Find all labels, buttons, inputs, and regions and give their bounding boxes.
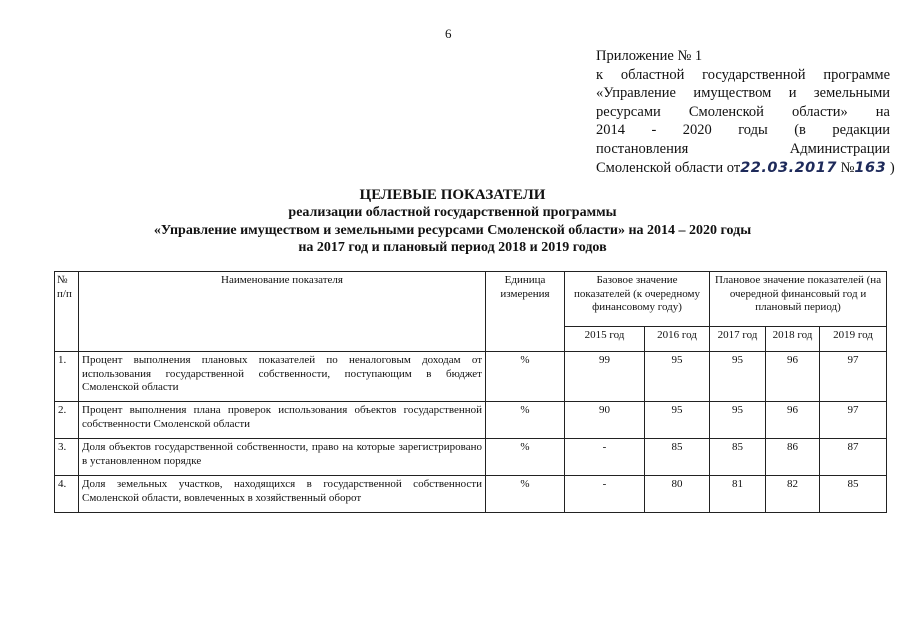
value-cell: 87 xyxy=(820,439,887,476)
year-header: 2019 год xyxy=(820,327,887,352)
table-row xyxy=(55,476,887,513)
value-cell: 82 xyxy=(766,476,820,513)
row-number: 2. xyxy=(55,402,79,439)
header-plan: Плановое значение показателей (на очередной финансовый год и плановый период) xyxy=(710,272,887,327)
table-row xyxy=(55,439,887,476)
page-number: 6 xyxy=(445,26,452,41)
handwritten-date: 22.03.2017 xyxy=(740,159,837,176)
value-cell: 86 xyxy=(766,439,820,476)
appendix-line: «Управление имуществом и земельными xyxy=(596,85,890,102)
value-cell: 80 xyxy=(645,476,710,513)
indicator-name: Доля объектов государственной собственности, право на которые зарегистрировано в установленном порядке xyxy=(79,439,486,476)
unit-cell: % xyxy=(486,352,565,402)
table-row xyxy=(55,402,887,439)
unit-cell: % xyxy=(486,402,565,439)
appendix-line: к областной государственной программе xyxy=(596,66,890,83)
year-header: 2017 год xyxy=(710,327,766,352)
value-cell: - xyxy=(565,476,645,513)
value-cell: 95 xyxy=(710,402,766,439)
year-header: 2016 год xyxy=(645,327,710,352)
value-cell: 97 xyxy=(820,352,887,402)
appendix-line: постановления Администрации xyxy=(596,140,890,157)
value-cell: 81 xyxy=(710,476,766,513)
header-name: Наименование показателя xyxy=(79,272,486,352)
appendix-prefix: Смоленской области от xyxy=(596,159,741,176)
closing-paren: ) xyxy=(889,159,895,176)
header-num: № п/п xyxy=(55,272,79,352)
value-cell: - xyxy=(565,439,645,476)
heading-line: реализации областной государственной программы xyxy=(288,205,617,220)
number-sign: № xyxy=(840,159,855,176)
indicator-name: Процент выполнения плановых показателей по неналоговым доходам от использования государственной собственности, поступающим в бюджет Смоленской области xyxy=(79,352,486,402)
appendix-line: ресурсами Смоленской области» на xyxy=(596,103,890,120)
appendix-line: Приложение № 1 xyxy=(596,48,703,64)
value-cell: 97 xyxy=(820,402,887,439)
row-number: 4. xyxy=(55,476,79,513)
value-cell: 85 xyxy=(710,439,766,476)
appendix-line: 2014 - 2020 годы (в редакции xyxy=(596,122,890,139)
header-base: Базовое значение показателей (к очередному финансовому году) xyxy=(565,272,710,327)
heading-title: ЦЕЛЕВЫЕ ПОКАЗАТЕЛИ xyxy=(359,187,546,203)
document-heading xyxy=(0,186,905,257)
unit-cell: % xyxy=(486,439,565,476)
indicator-name: Процент выполнения плана проверок использования объектов государственной собственности Смоленской области xyxy=(79,402,486,439)
table-row xyxy=(55,352,887,402)
value-cell: 95 xyxy=(645,402,710,439)
header-unit: Единица измерения xyxy=(486,272,565,352)
value-cell: 96 xyxy=(766,352,820,402)
heading-line: «Управление имуществом и земельными ресурсами Смоленской области» на 2014 – 2020 годы xyxy=(153,222,752,238)
value-cell: 95 xyxy=(645,352,710,402)
value-cell: 85 xyxy=(645,439,710,476)
value-cell: 95 xyxy=(710,352,766,402)
indicators-table xyxy=(54,271,887,513)
value-cell: 85 xyxy=(820,476,887,513)
value-cell: 96 xyxy=(766,402,820,439)
value-cell: 99 xyxy=(565,352,645,402)
unit-cell: % xyxy=(486,476,565,513)
handwritten-number: 163 xyxy=(854,159,887,176)
heading-line: на 2017 год и плановый период 2018 и 2019 годов xyxy=(298,240,607,255)
year-header: 2018 год xyxy=(766,327,820,352)
year-header: 2015 год xyxy=(565,327,645,352)
value-cell: 90 xyxy=(565,402,645,439)
appendix-block xyxy=(596,47,895,177)
row-number: 3. xyxy=(55,439,79,476)
indicator-name: Доля земельных участков, находящихся в государственной собственности Смоленской области, вовлеченных в хозяйственный оборот xyxy=(79,476,486,513)
row-number: 1. xyxy=(55,352,79,402)
appendix-last-line xyxy=(596,159,895,178)
